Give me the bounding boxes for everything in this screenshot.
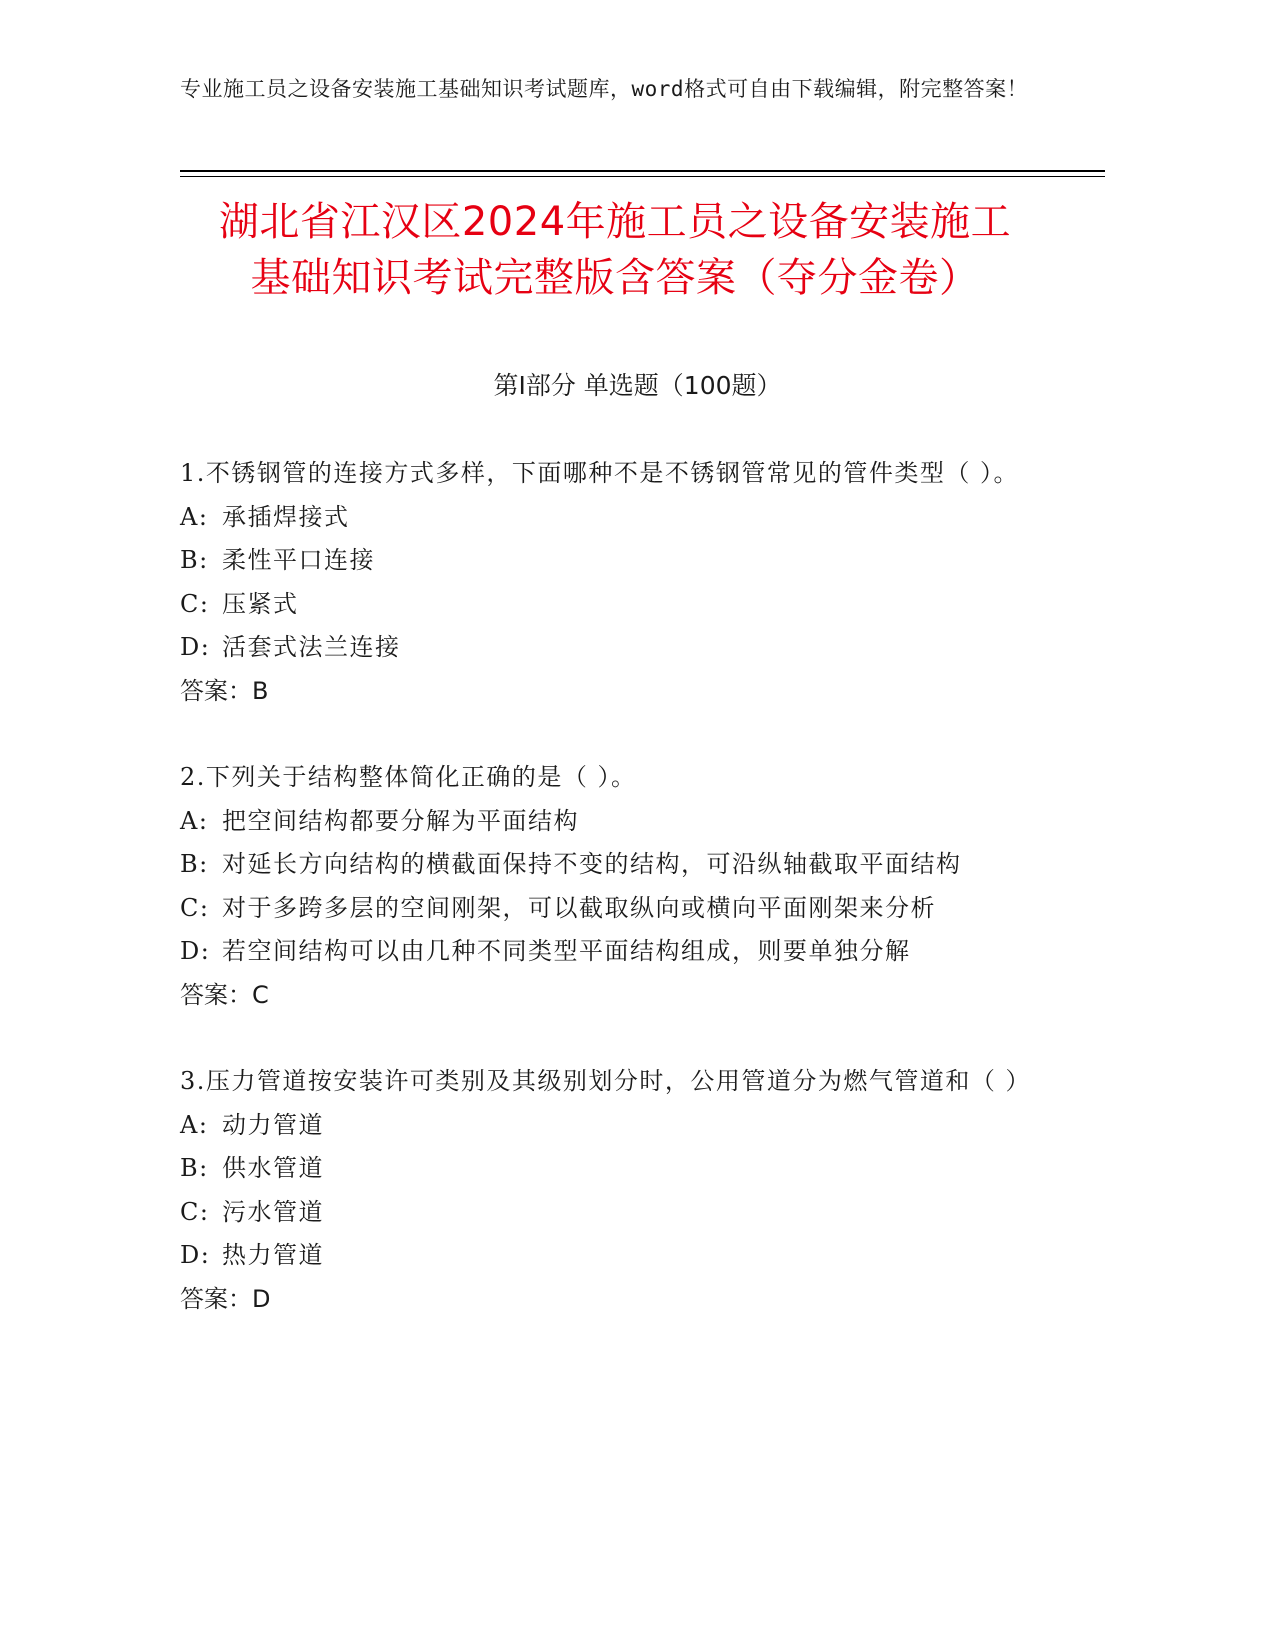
option-b	[180, 843, 1040, 887]
question-3	[180, 1060, 1040, 1321]
option-letter: D:	[180, 1241, 211, 1269]
option-c	[180, 887, 1040, 931]
option-b	[180, 1147, 1040, 1191]
option-c	[180, 583, 1040, 627]
option-letter: A:	[180, 502, 209, 531]
option-text: 活套式法兰连接	[222, 633, 401, 661]
option-text: 若空间结构可以由几种不同类型平面结构组成，则要单独分解	[222, 937, 911, 965]
header-divider-thin	[180, 176, 1105, 177]
question-stem: 3.压力管道按安装许可类别及其级别划分时，公用管道分为燃气管道和（ ）	[180, 1067, 1032, 1095]
option-text: 承插焊接式	[222, 502, 350, 531]
option-letter: C:	[180, 589, 210, 618]
document-title	[150, 194, 1080, 306]
option-letter: A:	[180, 806, 209, 835]
answer-line: 答案：D	[180, 1284, 271, 1313]
option-text: 动力管道	[222, 1110, 324, 1139]
question-2	[180, 756, 1040, 1017]
option-letter: D:	[180, 633, 211, 661]
option-text: 压紧式	[222, 589, 299, 618]
option-b	[180, 539, 1040, 583]
option-text: 热力管道	[222, 1241, 324, 1269]
option-c	[180, 1191, 1040, 1235]
option-a	[180, 800, 1040, 844]
question-1	[180, 452, 1040, 713]
option-letter: B:	[180, 546, 209, 574]
question-list	[180, 452, 1040, 1364]
option-d	[180, 626, 1040, 670]
answer-line: 答案：B	[180, 676, 269, 705]
answer-line: 答案：C	[180, 980, 269, 1009]
option-a	[180, 1104, 1040, 1148]
option-d	[180, 1234, 1040, 1278]
question-stem: 1.不锈钢管的连接方式多样，下面哪种不是不锈钢管常见的管件类型（ ）。	[180, 459, 1020, 487]
option-letter: C:	[180, 893, 210, 922]
option-d	[180, 930, 1040, 974]
question-stem: 2.下列关于结构整体简化正确的是（ ）。	[180, 763, 637, 791]
header-note: 专业施工员之设备安装施工基础知识考试题库，word格式可自由下载编辑，附完整答案！	[180, 77, 1029, 101]
option-text: 污水管道	[222, 1197, 324, 1226]
option-a	[180, 496, 1040, 540]
option-text: 供水管道	[222, 1154, 324, 1182]
option-text: 柔性平口连接	[222, 546, 375, 574]
option-text: 对于多跨多层的空间刚架，可以截取纵向或横向平面刚架来分析	[222, 893, 936, 922]
document-title-line-1: 湖北省江汉区2024年施工员之设备安装施工	[218, 199, 1012, 245]
header-divider-thick	[180, 170, 1105, 172]
option-letter: A:	[180, 1110, 209, 1139]
option-letter: D:	[180, 937, 211, 965]
document-title-line-2: 基础知识考试完整版含答案（夺分金卷）	[250, 255, 980, 301]
option-text: 把空间结构都要分解为平面结构	[222, 806, 579, 835]
section-title: 第Ⅰ部分 单选题（100题）	[493, 371, 782, 400]
option-letter: B:	[180, 1154, 209, 1182]
option-text: 对延长方向结构的横截面保持不变的结构，可沿纵轴截取平面结构	[222, 850, 962, 878]
option-letter: C:	[180, 1197, 210, 1226]
option-letter: B:	[180, 850, 209, 878]
